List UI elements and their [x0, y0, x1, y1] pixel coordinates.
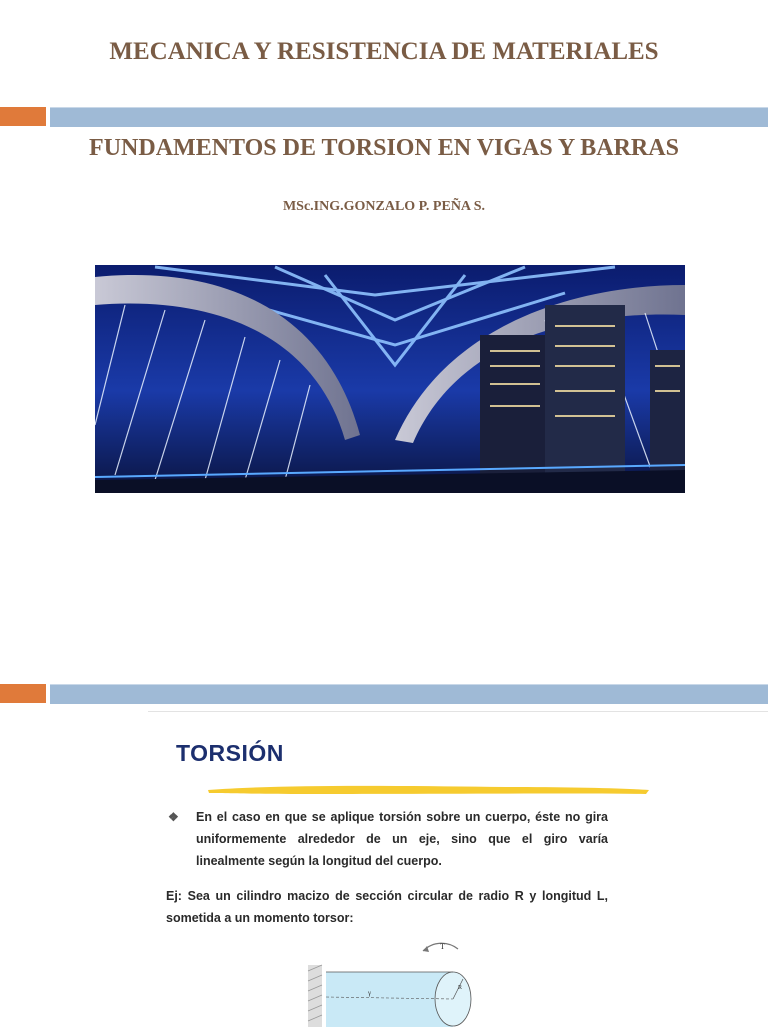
torsion-slide: [148, 711, 768, 1025]
divider-accent-blue: [50, 107, 768, 127]
divider-accent-blue: [50, 684, 768, 704]
bridge-photo: [95, 265, 685, 493]
radius-label: R: [458, 985, 463, 991]
paragraph-torsion-description: [168, 806, 608, 872]
bullet-icon: ❖: [168, 810, 179, 824]
topic-title: FUNDAMENTOS DE TORSION EN VIGAS Y BARRAS: [89, 135, 679, 161]
section-divider: [0, 683, 768, 705]
torque-label: T: [440, 942, 445, 951]
course-title: MECANICA Y RESISTENCIA DE MATERIALES: [109, 38, 659, 65]
paragraph-example: Ej: Sea un cilindro macizo de sección circular de radio R y longitud L, sometida a un momento torsor:: [166, 889, 608, 925]
divider-accent-orange: [0, 684, 46, 703]
gamma-label: γ: [368, 989, 372, 997]
paragraph1-text: En el caso en que se aplique torsión sobre un cuerpo, éste no gira uniformemente alrededor de un eje, sino que el giro varía linealmente según la longitud del cuerpo.: [196, 810, 608, 868]
author-name: MSc.ING.GONZALO P. PEÑA S.: [282, 199, 486, 214]
yellow-highlight-stroke: [206, 780, 651, 798]
torsion-heading: TORSIÓN: [176, 740, 284, 766]
header-divider: [0, 106, 768, 128]
divider-accent-orange: [0, 107, 46, 126]
cylinder-torsion-diagram: [298, 937, 498, 1027]
